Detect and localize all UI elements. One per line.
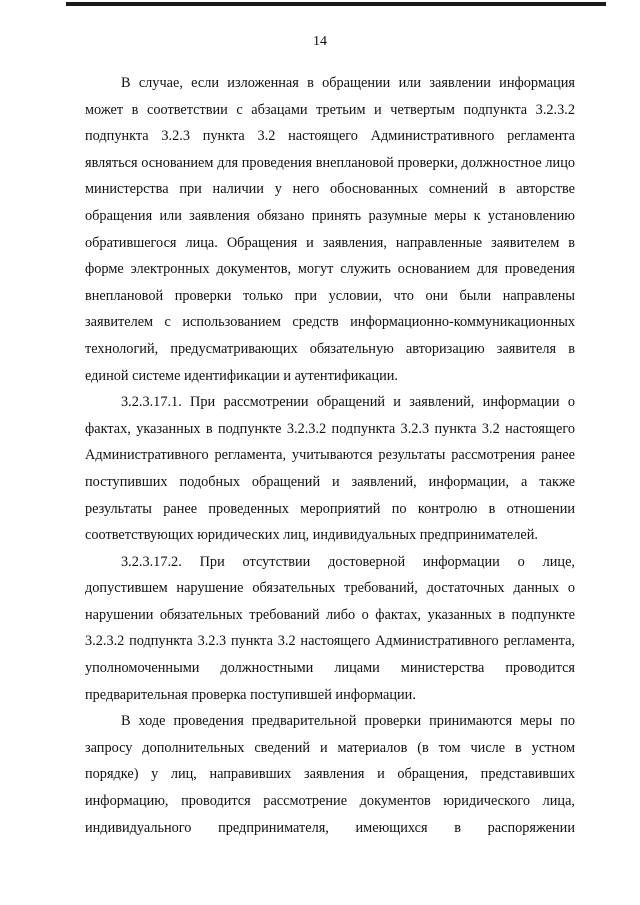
paragraph-3-2-3-17-1: 3.2.3.17.1. При рассмотрении обращений и заявлений, информации о фактах, указанных в подпункте 3.2.3.2 подпункта 3.2.3 пункта 3.2 настоящего Административного регламента, учитываются результаты рассмотрения ранее поступивших подобных обращений и заявлений, информации, а также результаты ранее проведенных мероприятий по контролю в отношении соответствующих юридических лиц, индивидуальных предпринимателей. bbox=[85, 394, 575, 544]
paragraph-complaint-authorship: В случае, если изложенная в обращении или заявлении информация может в соответствии с абзацами третьим и четвертым подпункта 3.2.3.2 подпункта 3.2.3 пункта 3.2 настоящего Административного регламента являться основанием для проведения внеплановой проверки, должностное лицо министерства при наличии у него обоснованных сомнений в авторстве обращения или заявления обязано принять разумные меры к установлению обратившегося лица. Обращения и заявления, направленные заявителем в форме электронных документов, могут служить основанием для проведения внеплановой проверки только при условии, что они были направлены заявителем с использованием средств информационно-коммуникационных технологий, предусматривающих обязательную авторизацию заявителя в единой системе идентификации и аутентификации. bbox=[85, 75, 575, 384]
top-border-line bbox=[66, 2, 606, 6]
paragraph-3-2-3-17-2: 3.2.3.17.2. При отсутствии достоверной информации о лице, допустившем нарушение обязательных требований, достаточных данных о нарушении обязательных требований либо о фактах, указанных в подпункте 3.2.3.2 подпункта 3.2.3 пункта 3.2 настоящего Административного регламента, уполномоченными должностными лицами министерства проводится предварительная проверка поступившей информации. bbox=[85, 553, 575, 703]
page-number: 14 bbox=[313, 34, 327, 49]
document-body bbox=[85, 70, 575, 841]
paragraph-preliminary-check: В ходе проведения предварительной проверки принимаются меры по запросу дополнительных сведений и материалов (в том числе в устном порядке) у лиц, направивших заявления и обращения, представивших информацию, проводится рассмотрение документов юридического лица, индивидуального предпринимателя, имеющихся в распоряжении bbox=[85, 713, 575, 836]
